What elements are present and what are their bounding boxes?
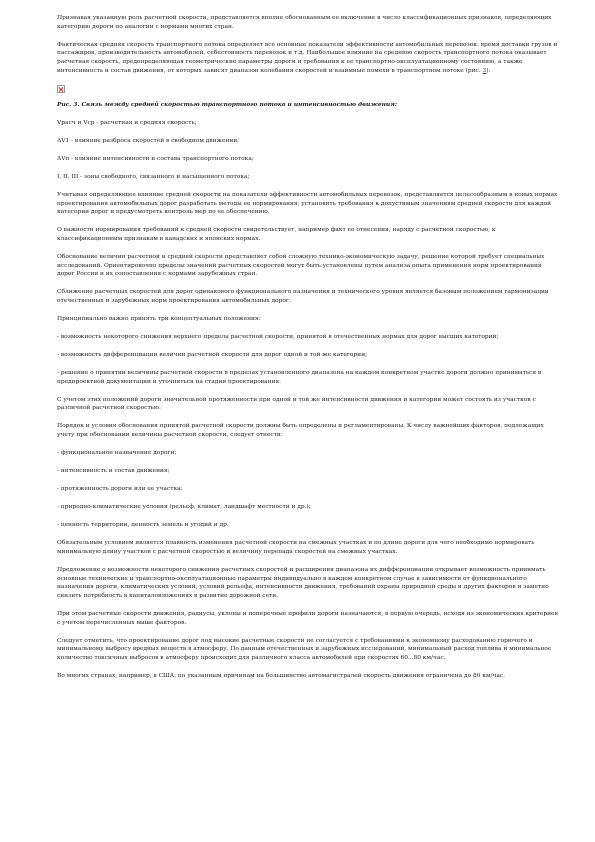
factor-climate: - природно-климатические условия (рельеф, климат, ландшафт местности и др.); — [57, 504, 311, 511]
factor-land-value: - ценность территории, ценность земель и угодий и др. — [57, 522, 229, 529]
factor-function: - функциональное назначение дороги; — [57, 450, 177, 457]
factor-traffic: - интенсивность и состав движения; — [57, 468, 170, 475]
paragraph-usa-limit: Во многих странах, например, в США, по указанным причинам на большинстве автомагистралей скорость движения ограничена до 80 км/час. — [57, 673, 505, 680]
factor-length: - протяженность дороги или ее участка; — [57, 486, 183, 493]
paragraph-average-speed-end: ). — [486, 67, 491, 74]
paragraph-three-provisions: Принципиально важно принять три концептуальных положения: — [57, 316, 261, 323]
paragraph-smoothness: Обязательным условием является плавность изменения расчетной скорости на смежных участках и по длине дороги для чего необходимо нормировать минимальную длину участков с расчетной скоростью и величину перепада скоростей на смежных участках. — [57, 540, 535, 555]
paragraph-fuel-consumption: Следует отметить, что проектирование дорог под высокие расчетные скорости не согласуется с требованиями к экономному расходованию горючего и минимальному выбросу вредных веществ в атмосферу. По данным отечественных и зарубежных исследований, минимальный расход топлива и минимальное количество токсичных выбросов в атмосферу происходит для различного класса автомобилей при скоростях 60...80 км/час. — [57, 637, 552, 662]
paragraph-sections: С учетом этих положений дороги значительной протяженности при одной и той же интенсивности движения и категории может состоять из участков с различной расчетной скоростью. — [57, 396, 536, 412]
figure-3-caption: Рис. 3. Связь между средней скоростью транспортного потока и интенсивностью движения: — [57, 100, 397, 108]
paragraph-average-speed — [57, 41, 559, 76]
paragraph-reduction-proposal: Предложение о возможности некоторого снижения расчетных скоростей и расширения диапазона их дифференциации открывает возможность принимать основные технические и транспортно-эксплуатационные параметры индивидуально в каждом конкретном случае в зависимости от функционального назначения дороги, климатических условий, условий рельефа, интенсивности движения, требований охраны природной среды и других факторов и заметно снизить потребность в капиталовложениях в развитие дорожной сети. — [57, 566, 549, 599]
legend-delta-vn: ΔVn - влияние интенсивности и состава транспортного потока; — [57, 155, 254, 162]
paragraph-normalization: Учитывая определяющее влияние средней скорости на показатели эффективности автомобильных перевозок, представляется целесообразным в новых нормах проектирования автомобильных дорог разработать методы ее нормирования, установить требования к допустимым значениям средней скорости для каждой категории дорог и предусмотреть контроль мер по ее обеспечению. — [57, 191, 558, 216]
paragraph-harmonization: Сближение расчетных скоростей для дорог одинакового функционального назначения и технического уровня является базовым положением гармонизации отечественных и зарубежных норм проектирования автомобильных дорог. — [57, 289, 549, 305]
paragraph-importance: О важности нормирования требований к средней скорости свидетельствует, например факт ее отнесения, наряду с расчетной скоростью, к классификационным признакам в канадских и японских нормах. — [57, 227, 496, 242]
paragraph-economic-criteria: При этом расчетные скорости движения, радиусы, уклоны и поперечные профили дороги назначаются, в первую очередь, исходя из экономических критериев с учетом перечисленных выше факторов. — [57, 610, 558, 626]
bullet-decision: - решение о принятии величины расчетной скорости в пределах установленного диапазона на каждом конкретном участке дороги должно приниматься в предпроектной документации и уточняться на стадии проектирования. — [57, 370, 542, 385]
legend-speed: Vрасч и Vср - расчетная и средняя скорость; — [57, 119, 197, 126]
paragraph-factors-intro: Порядок и условия обоснования принятой расчетной скорости должны быть определены и регламентированы. К числу важнейших факторов, подлежащих учету при обосновании величины расчетной скорости, следует отнести: — [57, 423, 544, 439]
figure-3-link[interactable]: 3 — [482, 67, 487, 74]
broken-image-icon — [57, 85, 65, 93]
legend-delta-v1: ΔV1 - влияние разброса скоростей в свободном движении; — [57, 137, 240, 144]
paragraph-justification: Обоснование величин расчетной и средней скорости представляет собой сложную технико-экономическую задачу, решение которой требует специальных исследований. Ориентировочно пределы значений расчетных скоростей могут быть установлены путем анализа опыта применения норм проектирования дорог России и их сопоставления с нормами зарубежных стран. — [57, 253, 545, 278]
paragraph-average-speed-text: Фактическая средняя скорость транспортного потока определяет все основные показатели эффективности автомобильных перевозок: время доставки грузов и пассажиров, производительность автомобилей, себестоимость перевозок и т.д. Наибольшее влияние на среднюю скорость транспортного потока оказывает расчетная скорость, предопределяющая геометрические параметры дороги и требования к ее транспортно-эксплуатационному состоянию, а также интенсивность и состав движения, от которых зависят диапазон колебания скоростей и взаимные помехи в транспортном потоке (рис. — [57, 41, 558, 74]
paragraph-classification: Признавая указанную роль расчетной скорости, представляется вполне обоснованным ее включение в число классификационных признаков, определяющих категорию дороги по аналогии с нормами многих стран. — [57, 15, 552, 30]
bullet-differentiation: - возможность дифференциации величин расчетной скорости для дорог одной и той же категории; — [57, 352, 367, 359]
bullet-upper-limit: - возможность некоторого снижения верхнего предела расчетной скорости, принятой в отечественных нормах для дорог высших категорий; — [57, 334, 499, 341]
legend-zones: I, II, III - зоны свободного, связанного и насыщенного потока; — [57, 173, 250, 180]
